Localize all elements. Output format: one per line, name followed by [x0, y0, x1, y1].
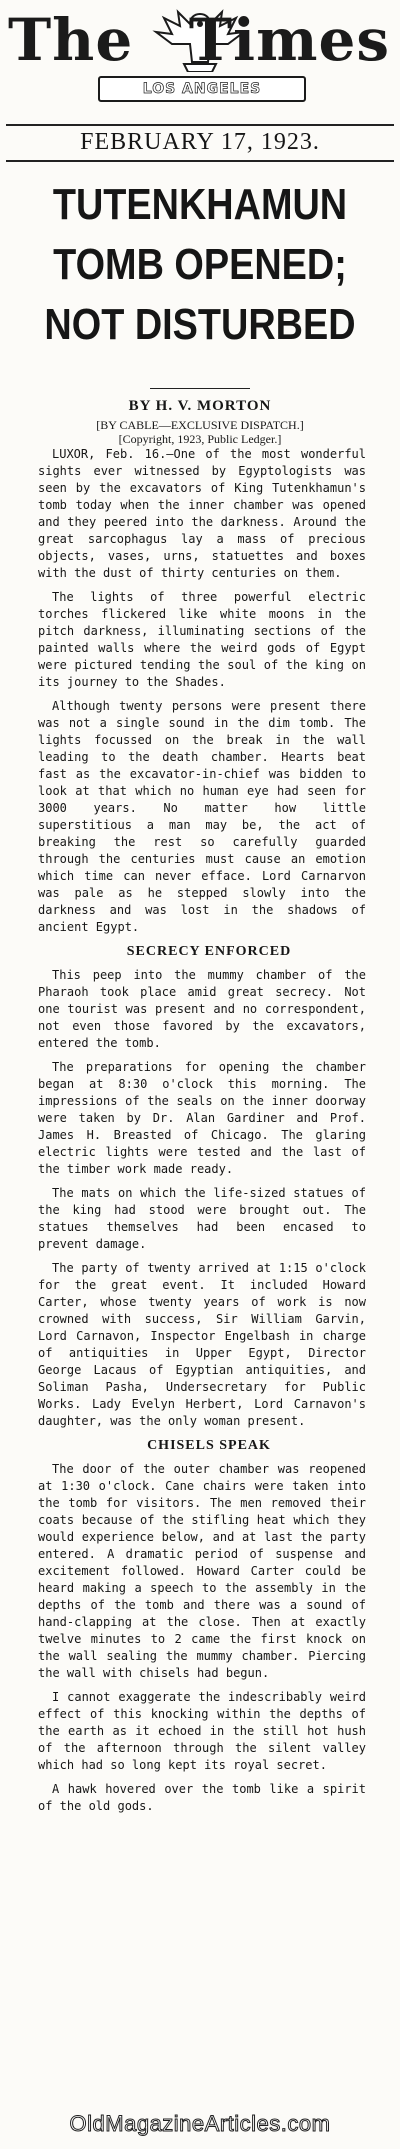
masthead	[0, 0, 400, 120]
copyright-credit: [Copyright, 1923, Public Ledger.]	[118, 432, 282, 446]
paragraph: The preparations for opening the chamber began at 8:30 o'clock this morning. The impressions of the seals on the inner doorway were taken by Dr. Alan Gardiner and Prof. James H. Breasted of Chicago. The glaring electric lights were tested and the last of the timber work made ready.	[38, 1060, 366, 1176]
city-banner: LOS ANGELES	[98, 76, 306, 102]
paragraph: The party of twenty arrived at 1:15 o'clock for the great event. It included Howard Carter, whose twenty years of work is now crowned with success, Sir William Garvin, Lord Carnavon, Inspector Engelbash in charge of antiquities in Upper Egypt, Director George Lacaus of Egyptian antiquities, and Soliman Pasha, Undersecretary for Public Works. Lady Evelyn Herbert, Lord Carnavon's daughter, was the only woman present.	[38, 1261, 366, 1428]
masthead-word-the: The	[8, 6, 134, 74]
headline	[0, 175, 400, 355]
paragraph: The mats on which the life-sized statues of the king had stood were brought out. The statues themselves had been encased to prevent damage.	[38, 1186, 366, 1251]
paragraph: The door of the outer chamber was reopened at 1:30 o'clock. Cane chairs were taken into the tomb for visitors. The men removed their coats because of the stifling heat which they would experience below, and at last the party entered. A dramatic period of suspense and excitement followed. Howard Carter could be heard making a speech to the assembly in the depths of the tomb and there was a sound of hand-clapping at the close. Then at exactly twelve minutes to 2 came the first knock on the wall sealing the mummy chamber. Piercing the wall with chisels had begun.	[38, 1462, 366, 1680]
paragraph: I cannot exaggerate the indescribably weird effect of this knocking within the depths of the earth as it echoed in the still hot hush of the afternoon through the silent valley which had so long kept its royal secret.	[38, 1690, 366, 1772]
article-body	[38, 446, 366, 1822]
headline-line-3: NOT DISTURBED	[44, 300, 356, 349]
source-watermark: OldMagazineArticles.com	[69, 2111, 331, 2136]
paragraph: The lights of three powerful electric torches flickered like white moons in the pitch darkness, illuminating sections of the painted walls where the weird gods of Egypt were pictured tending the soul of the king on its journey to the Shades.	[38, 590, 366, 689]
masthead-word-times: Times	[188, 6, 390, 74]
date-rule	[6, 160, 394, 162]
top-rule	[6, 124, 394, 126]
headline-rule	[150, 388, 250, 389]
headline-line-1: TUTENKHAMUN	[52, 180, 348, 229]
paragraph: Although twenty persons were present there was not a single sound in the dim tomb. The lights focussed on the break in the wall leading to the death chamber. Hearts beat fast as the excavator-in-chief was bidden to look at that which no human eye had seen for 3000 years. No matter how little superstitious a man may be, the act of breaking the rest so carefully guarded through the centuries must cause an emotion which time can never efface. Lord Carnarvon was pale as he stepped slowly into the darkness and was lost in the shadows of ancient Egypt.	[38, 699, 366, 934]
byline: BY H. V. MORTON	[128, 398, 272, 414]
paragraph: A hawk hovered over the tomb like a spirit of the old gods.	[38, 1782, 366, 1813]
subhead-chisels: CHISELS SPEAK	[147, 1438, 271, 1453]
paragraph: LUXOR, Feb. 16.—One of the most wonderful sights ever witnessed by Egyptologists was seen by the excavators of King Tutenkhamun's tomb today when the inner chamber was opened and they peered into the darkness. Around the great sarcophagus lay a mass of precious objects, vases, urns, statuettes and boxes with the dust of thirty centuries on them.	[38, 447, 366, 580]
headline-line-2: TOMB OPENED;	[53, 240, 347, 289]
dispatch-credit: [BY CABLE—EXCLUSIVE DISPATCH.]	[96, 418, 304, 432]
subhead-secrecy: SECRECY ENFORCED	[126, 944, 292, 959]
paragraph: This peep into the mummy chamber of the Pharaoh took place amid great secrecy. Not one tourist was present and no correspondent, not even those favored by the excavators, entered the tomb.	[38, 968, 366, 1050]
publication-date: FEBRUARY 17, 1923.	[80, 129, 320, 155]
